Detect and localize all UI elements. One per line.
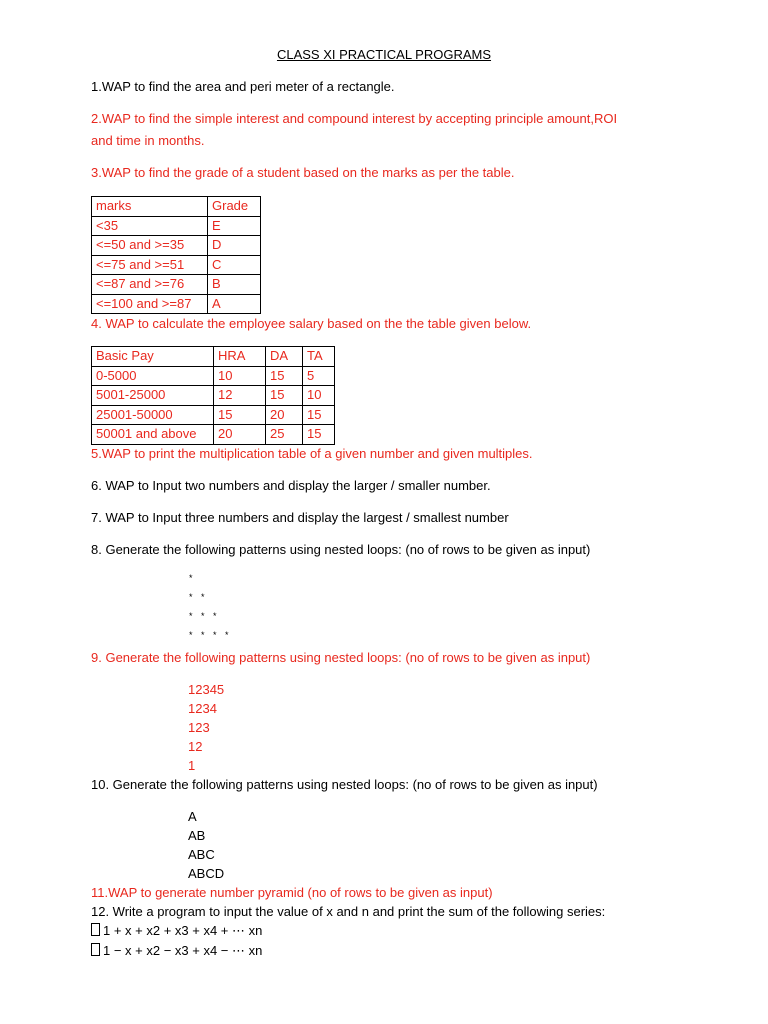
salary-cell: 25001-50000: [92, 405, 214, 425]
grade-cell-grade: A: [208, 294, 261, 314]
missing-glyph-icon: [91, 923, 100, 936]
star-pattern-row: *: [189, 573, 196, 583]
number-pattern-row: 12345: [188, 682, 225, 697]
alpha-pattern-row: ABCD: [188, 866, 225, 881]
program-7: 7. WAP to Input three numbers and display the largest / smallest number: [91, 510, 509, 525]
grade-table-header-row: [92, 197, 261, 217]
salary-cell: 0-5000: [92, 366, 214, 386]
salary-header-ta: TA: [303, 347, 335, 367]
salary-cell: 25: [266, 425, 303, 445]
salary-cell: 50001 and above: [92, 425, 214, 445]
program-5: 5.WAP to print the multiplication table of a given number and given multiples.: [91, 446, 533, 461]
grade-cell-marks: <=87 and >=76: [92, 275, 208, 295]
table-row: [92, 425, 335, 445]
program-11: 11.WAP to generate number pyramid (no of rows to be given as input): [91, 885, 493, 900]
series-2: [91, 942, 262, 960]
grade-cell-grade: D: [208, 236, 261, 256]
salary-cell: 5001-25000: [92, 386, 214, 406]
star-pattern-row: * * *: [189, 611, 220, 621]
grade-cell-marks: <35: [92, 216, 208, 236]
table-row: [92, 294, 261, 314]
missing-glyph-icon: [91, 943, 100, 956]
table-row: [92, 386, 335, 406]
salary-cell: 20: [266, 405, 303, 425]
salary-header-basic-pay: Basic Pay: [92, 347, 214, 367]
grade-cell-marks: <=75 and >=51: [92, 255, 208, 275]
number-pattern-row: 1: [188, 758, 196, 773]
program-6: 6. WAP to Input two numbers and display the larger / smaller number.: [91, 478, 491, 493]
salary-cell: 20: [214, 425, 266, 445]
alpha-pattern-row: A: [188, 809, 197, 824]
table-row: [92, 255, 261, 275]
program-10: 10. Generate the following patterns using nested loops: (no of rows to be given as input): [91, 777, 598, 792]
table-row: [92, 366, 335, 386]
grade-header-grade: Grade: [208, 197, 261, 217]
program-2-line-2: and time in months.: [91, 133, 205, 148]
alpha-pattern-row: AB: [188, 828, 206, 843]
program-4: 4. WAP to calculate the employee salary based on the the table given below.: [91, 316, 532, 331]
salary-cell: 12: [214, 386, 266, 406]
grade-table: [91, 196, 261, 314]
grade-cell-marks: <=100 and >=87: [92, 294, 208, 314]
alpha-pattern-row: ABC: [188, 847, 215, 862]
salary-cell: 15: [303, 425, 335, 445]
grade-cell-grade: C: [208, 255, 261, 275]
program-2-line-1: 2.WAP to find the simple interest and compound interest by accepting principle amount,ROI: [91, 111, 618, 126]
program-1: 1.WAP to find the area and peri meter of a rectangle.: [91, 79, 395, 94]
number-pattern-row: 1234: [188, 701, 217, 716]
program-12: 12. Write a program to input the value of x and n and print the sum of the following series:: [91, 904, 606, 919]
salary-table: [91, 346, 335, 445]
salary-cell: 15: [303, 405, 335, 425]
salary-cell: 5: [303, 366, 335, 386]
table-row: [92, 405, 335, 425]
star-pattern-row: * *: [189, 592, 208, 602]
table-row: [92, 236, 261, 256]
table-row: [92, 216, 261, 236]
table-row: [92, 275, 261, 295]
program-3: 3.WAP to find the grade of a student based on the marks as per the table.: [91, 165, 515, 180]
program-9: 9. Generate the following patterns using nested loops: (no of rows to be given as input): [91, 650, 591, 665]
program-8: 8. Generate the following patterns using nested loops: (no of rows to be given as input): [91, 542, 591, 557]
number-pattern-row: 123: [188, 720, 210, 735]
salary-cell: 10: [303, 386, 335, 406]
salary-table-header-row: [92, 347, 335, 367]
series-1: [91, 922, 262, 940]
salary-header-da: DA: [266, 347, 303, 367]
salary-cell: 15: [214, 405, 266, 425]
series-1-text: 1 + x + x2 + x3 + x4 + ⋯ xn: [103, 923, 263, 938]
grade-cell-marks: <=50 and >=35: [92, 236, 208, 256]
grade-cell-grade: E: [208, 216, 261, 236]
grade-header-marks: marks: [92, 197, 208, 217]
document-title: CLASS XI PRACTICAL PROGRAMS: [276, 47, 492, 62]
salary-header-hra: HRA: [214, 347, 266, 367]
salary-cell: 15: [266, 386, 303, 406]
salary-cell: 10: [214, 366, 266, 386]
series-2-text: 1 − x + x2 − x3 + x4 − ⋯ xn: [103, 943, 263, 958]
grade-cell-grade: B: [208, 275, 261, 295]
salary-cell: 15: [266, 366, 303, 386]
star-pattern-row: * * * *: [189, 630, 232, 640]
number-pattern-row: 12: [188, 739, 203, 754]
